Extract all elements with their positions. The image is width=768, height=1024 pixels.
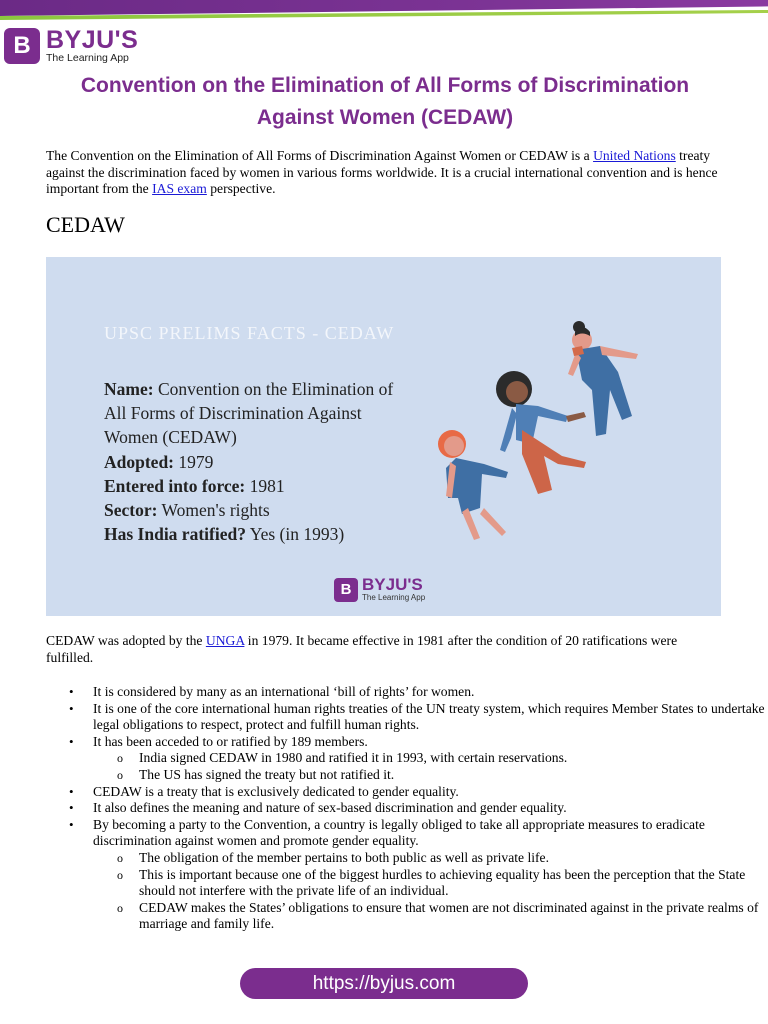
- fact-force-label: Entered into force:: [104, 475, 246, 496]
- banner-title: UPSC PRELIMS FACTS - CEDAW: [104, 323, 395, 343]
- ias-exam-link[interactable]: IAS exam: [152, 181, 207, 197]
- fact-ratified-label: Has India ratified?: [104, 524, 246, 545]
- sub-list-item: o India signed CEDAW in 1980 and ratified it in 1993, with certain reservations.: [139, 750, 768, 767]
- banner-logo-brand: BYJU'S: [362, 575, 423, 594]
- sub-list-item: o This is important because one of the biggest hurdles to achieving equality has been the perception that the State should not interfere with the private life of an individual.: [139, 867, 768, 900]
- intro-paragraph: [46, 148, 726, 198]
- para2-text-2: in 1979. It became effective in 1981 after the condition of 20 ratifications were fulfilled.: [46, 633, 678, 665]
- logo-brand: BYJU'S: [46, 26, 139, 54]
- woman-figure-middle: [496, 371, 586, 494]
- list-item: • It is considered by many as an international ‘bill of rights’ for women.: [93, 684, 768, 701]
- banner-logo: [334, 577, 425, 602]
- list-item: • CEDAW is a treaty that is exclusively dedicated to gender equality.: [93, 784, 768, 801]
- section-heading: CEDAW: [46, 212, 125, 237]
- fact-sector-label: Sector:: [104, 500, 158, 521]
- byjus-logo: [4, 28, 138, 64]
- banner-logo-tagline: The Learning App: [362, 593, 426, 602]
- unga-link[interactable]: UNGA: [205, 633, 245, 648]
- sub-list-item: o CEDAW makes the States’ obligations to ensure that women are not discriminated against in the private realms of marriage and family life.: [139, 900, 768, 933]
- woman-figure-left: [438, 430, 508, 540]
- list-item-text: By becoming a party to the Convention, a country is legally obliged to take all appropriate measures to eradicate discrimination against women and promote gender equality.: [93, 816, 705, 849]
- sub-list: [93, 750, 768, 783]
- banner-logo-mark-icon: B: [334, 578, 358, 602]
- sub-list-item: o The obligation of the member pertains to both public as well as private life.: [139, 850, 768, 867]
- para2-text-1: CEDAW was adopted by the: [46, 633, 206, 648]
- list-item: • It is one of the core international human rights treaties of the UN treaty system, which requires Member States to undertake legal obligations to respect, protect and fulfill human rights.: [93, 701, 768, 734]
- footer-url-link[interactable]: https://byjus.com: [240, 968, 528, 999]
- united-nations-link[interactable]: United Nations: [593, 148, 676, 163]
- intro-text-3: perspective.: [206, 181, 276, 197]
- banner-facts: [104, 377, 404, 546]
- fact-ratified-value: Yes (in 1993): [245, 524, 345, 545]
- list-item: [93, 734, 768, 784]
- fact-name-value: Convention on the Elimination of All Forms of Discrimination Against Women (CEDAW): [104, 379, 394, 448]
- list-item: [93, 817, 768, 933]
- women-holding-hands-illustration: [416, 312, 716, 552]
- logo-tagline: The Learning App: [46, 52, 129, 64]
- list-item: • It also defines the meaning and nature of sex-based discrimination and gender equality.: [93, 800, 768, 817]
- intro-text-2: treaty against the discrimination faced by women in various forms worldwide. It is a crucial international convention and is hence important from the: [46, 148, 718, 197]
- fact-sector-value: Women's rights: [157, 500, 270, 521]
- sub-list-item: o The US has signed the treaty but not ratified it.: [139, 767, 768, 784]
- adoption-paragraph: [46, 633, 726, 666]
- page-title: Convention on the Elimination of All Forms of Discrimination Against Women (CEDAW): [80, 74, 690, 129]
- fact-force-value: 1981: [245, 475, 285, 496]
- cedaw-bullet-list: [46, 684, 768, 933]
- fact-adopted-label: Adopted:: [104, 451, 175, 472]
- intro-text-1: The Convention on the Elimination of All Forms of Discrimination Against Women or CEDAW is a: [46, 148, 594, 163]
- cedaw-facts-banner: [46, 257, 721, 616]
- logo-mark-icon: B: [4, 28, 40, 64]
- top-decorative-band: [0, 0, 768, 22]
- fact-name-label: Name:: [104, 379, 154, 399]
- list-item-text: It has been acceded to or ratified by 189 members.: [93, 733, 368, 749]
- sub-list: [93, 850, 768, 933]
- fact-adopted-value: 1979: [174, 451, 214, 472]
